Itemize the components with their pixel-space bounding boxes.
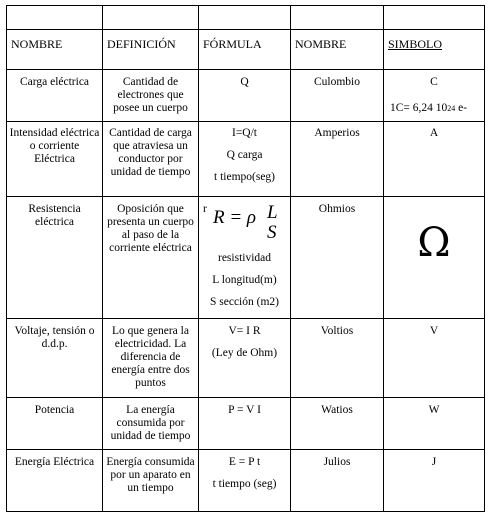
definition-cell: La energía consumida por unidad de tiempo (103, 398, 199, 450)
empty-cell (384, 6, 485, 30)
header-unit: NOMBRE (291, 30, 384, 70)
header-row (7, 30, 485, 70)
unit-cell: Amperios (291, 122, 384, 197)
rho-label: r (203, 203, 207, 215)
fraction-numerator: L (267, 202, 278, 223)
formula-line: I=Q/t (231, 127, 257, 139)
unit-cell: Ohmios (291, 197, 384, 319)
name-cell: Carga eléctrica (7, 70, 103, 122)
formula-cell (199, 319, 291, 398)
formula-line: Q carga (226, 149, 263, 161)
header-definition: DEFINICIÓN (103, 30, 199, 70)
table-row (7, 398, 485, 450)
formula-cell (199, 450, 291, 512)
symbol-cell (384, 197, 485, 319)
definition-cell: Energía consumida por un aparato en un tiempo (103, 450, 199, 512)
name-cell: Intensidad eléctrica o corriente Eléctrica (7, 122, 103, 197)
table-row (7, 450, 485, 512)
header-formula: FÓRMULA (199, 30, 291, 70)
charge-prefix: 1C= 6,24 10 (390, 102, 448, 114)
formula-cell (199, 197, 291, 319)
table-row (7, 319, 485, 398)
symbol-cell: A (384, 122, 485, 197)
name-cell: Potencia (7, 398, 103, 450)
formula-cell: Q (199, 70, 291, 122)
charge-exponent: 24 (447, 104, 456, 113)
empty-cell (103, 6, 199, 30)
name-cell: Voltaje, tensión o d.d.p. (7, 319, 103, 398)
empty-cell (199, 6, 291, 30)
symbol-cell (384, 70, 485, 122)
unit-cell: Culombio (291, 70, 384, 122)
empty-cell (7, 6, 103, 30)
formula-line: t tiempo(seg) (214, 171, 275, 183)
symbol-cell: W (384, 398, 485, 450)
symbol-cell: V (384, 319, 485, 398)
unit-cell: Watios (291, 398, 384, 450)
definition-cell: Lo que genera la electricidad. La diferencia de energía entre dos puntos (103, 319, 199, 398)
charge-equivalence (386, 102, 482, 115)
formula-line: E = P t (228, 456, 261, 468)
electrical-magnitudes-table (6, 5, 485, 512)
charge-suffix: e- (455, 102, 468, 114)
formula-cell: P = V I (199, 398, 291, 450)
resistance-formula (201, 203, 288, 243)
definition-cell: Cantidad de electrones que posee un cuerpo (103, 70, 199, 122)
formula-line: L longitud(m) (212, 274, 277, 286)
table-row (7, 197, 485, 319)
fraction-denominator: S (267, 222, 277, 243)
unit-cell: Julios (291, 450, 384, 512)
symbol-cell: J (384, 450, 485, 512)
table-row (7, 70, 485, 122)
header-name: NOMBRE (7, 30, 103, 70)
formula-line: V= I R (228, 325, 261, 337)
formula-cell (199, 122, 291, 197)
header-symbol: SIMBOLO (388, 37, 443, 51)
formula-line: S sección (m2) (210, 296, 279, 308)
definition-cell: Oposición que presenta un cuerpo al paso de la corriente eléctrica (103, 197, 199, 319)
name-cell: Energía Eléctrica (7, 450, 103, 512)
formula-line: resistividad (217, 252, 272, 264)
formula-expression: R = ρ (213, 207, 257, 228)
name-cell: Resistencia eléctrica (7, 197, 103, 319)
unit-cell: Voltios (291, 319, 384, 398)
omega-icon: Ω (417, 220, 451, 266)
symbol-text: C (430, 76, 438, 88)
empty-cell (291, 6, 384, 30)
table-row (7, 122, 485, 197)
table-row (7, 6, 485, 30)
formula-line: t tiempo (seg) (212, 478, 277, 490)
definition-cell: Cantidad de carga que atraviesa un conductor por unidad de tiempo (103, 122, 199, 197)
formula-fraction (267, 203, 278, 243)
formula-line: (Ley de Ohm) (211, 347, 278, 359)
